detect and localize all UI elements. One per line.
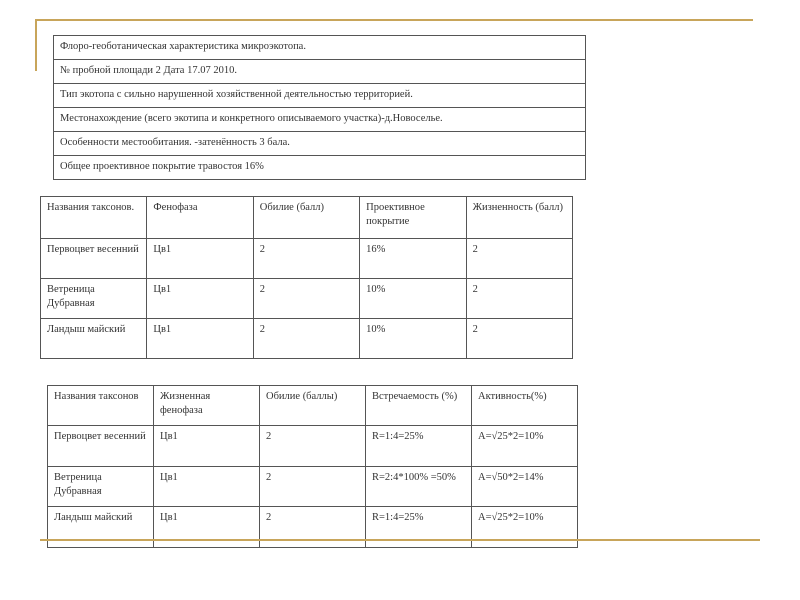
table-cell: 2 [253, 319, 359, 359]
info-ecotope-type: Тип экотопа с сильно нарушенной хозяйственной деятельностью территорией. [54, 84, 586, 108]
header-cell: Активность(%) [472, 386, 578, 426]
header-cell: Жизненная фенофаза [154, 386, 260, 426]
table-cell: R=1:4=25% [366, 426, 472, 467]
table-cell: 2 [466, 239, 572, 279]
header-cell: Обилие (балл) [253, 197, 359, 239]
table-cell: R=1:4=25% [366, 507, 472, 548]
table-cell: Ветреница Дубравная [48, 467, 154, 507]
table-header-row [48, 386, 578, 426]
header-cell: Названия таксонов [48, 386, 154, 426]
table-cell: 2 [260, 467, 366, 507]
table-cell: A=√25*2=10% [472, 426, 578, 467]
decor-bottom-line [40, 539, 760, 541]
table-row [48, 426, 578, 467]
table-cell: A=√50*2=14% [472, 467, 578, 507]
table-cell: Ландыш майский [41, 319, 147, 359]
table-cell: 2 [253, 239, 359, 279]
info-coverage: Общее проективное покрытие травостоя 16% [54, 156, 586, 180]
decor-top-line [35, 19, 753, 21]
table-cell: Цв1 [147, 279, 253, 319]
info-plot-date: № пробной площади 2 Дата 17.07 2010. [54, 60, 586, 84]
table-cell: Ветреница Дубравная [41, 279, 147, 319]
table-cell: Ландыш майский [48, 507, 154, 548]
header-cell: Обилие (баллы) [260, 386, 366, 426]
table-row [41, 239, 573, 279]
table-row [41, 279, 573, 319]
table-row [48, 507, 578, 548]
info-table [53, 35, 586, 180]
table-cell: Первоцвет весенний [41, 239, 147, 279]
header-cell: Проективное покрытие [360, 197, 466, 239]
frequency-activity-table [47, 385, 578, 548]
table-row [48, 467, 578, 507]
table-cell: Цв1 [147, 319, 253, 359]
table-cell: Цв1 [154, 507, 260, 548]
table-cell: A=√25*2=10% [472, 507, 578, 548]
table-cell: 10% [360, 319, 466, 359]
header-cell: Жизненность (балл) [466, 197, 572, 239]
info-location: Местонахождение (всего экотипа и конкретного описываемого участка)-д.Новоселье. [54, 108, 586, 132]
phenology-table [40, 196, 573, 359]
table-cell: Первоцвет весенний [48, 426, 154, 467]
table-cell: 10% [360, 279, 466, 319]
table-cell: 2 [260, 426, 366, 467]
table-cell: R=2:4*100% =50% [366, 467, 472, 507]
table-cell: 2 [466, 319, 572, 359]
decor-left-line [35, 19, 37, 71]
info-title: Флоро-геоботаническая характеристика микроэкотопа. [54, 36, 586, 60]
table-row [41, 319, 573, 359]
table-cell: Цв1 [154, 467, 260, 507]
header-cell: Фенофаза [147, 197, 253, 239]
info-habitat: Особенности местообитания. -затенённость 3 бала. [54, 132, 586, 156]
table-cell: 16% [360, 239, 466, 279]
table-header-row [41, 197, 573, 239]
header-cell: Встречаемость (%) [366, 386, 472, 426]
table-cell: Цв1 [147, 239, 253, 279]
table-cell: 2 [260, 507, 366, 548]
table-cell: Цв1 [154, 426, 260, 467]
table-cell: 2 [466, 279, 572, 319]
header-cell: Названия таксонов. [41, 197, 147, 239]
table-cell: 2 [253, 279, 359, 319]
